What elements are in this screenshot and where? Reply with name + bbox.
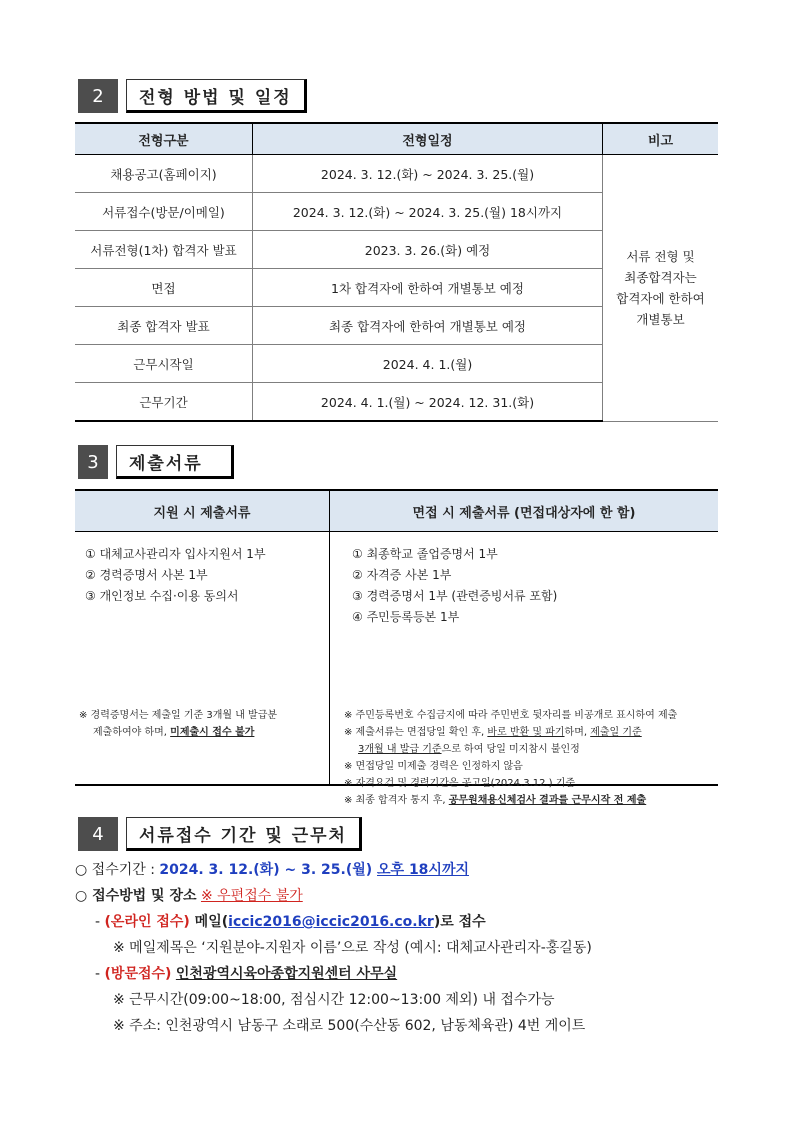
list-item: ② 경력증명서 사본 1부	[85, 568, 208, 582]
section-number: 3	[78, 445, 108, 479]
note-text: ※ 제출서류는 면접당일 확인 후,	[344, 727, 488, 738]
visit-label: (방문접수)	[104, 966, 172, 982]
list-item: ④ 주민등록등본 1부	[352, 610, 460, 624]
visit-place: 인천광역시육아종합지원센터 사무실	[175, 966, 398, 982]
note-text: 으로 하여 당일 미지참시 불인정	[441, 744, 580, 755]
visit-hours: ※ 근무시간(09:00~18:00, 점심시간 12:00~13:00 제외) 내 접수가능	[113, 992, 555, 1008]
list-item: ③ 경력증명서 1부 (관련증빙서류 포함)	[352, 589, 558, 603]
schedule-table	[75, 122, 718, 422]
visit-address: ※ 주소: 인천광역시 남동구 소래로 500(수산동 602, 남동체육관) 4번 게이트	[113, 1018, 586, 1034]
date-cell: 2024. 4. 1.(월)	[253, 345, 603, 383]
note-text: 하며,	[564, 727, 591, 738]
visit-line: - (방문접수) 인천광역시육아종합지원센터 사무실	[95, 966, 398, 982]
email-link[interactable]: iccic2016@iccic2016.co.kr	[228, 914, 434, 930]
note-line	[344, 724, 724, 741]
method-line	[75, 883, 725, 909]
note-line: ※ 경력증명서는 제출일 기준 3개월 내 발급분	[79, 710, 278, 721]
application-notes	[75, 707, 329, 741]
online-label: (온라인 접수)	[104, 914, 190, 930]
remark-line: 합격자에 한하여	[616, 290, 705, 306]
note-line	[344, 741, 724, 758]
note-emphasis: 3개월 내 발급 기준	[358, 744, 442, 755]
date-cell: 2023. 3. 26.(화) 예정	[253, 231, 603, 269]
note-line: ※ 면접당일 미제출 경력은 인정하지 않음	[344, 761, 523, 772]
stage-cell: 채용공고(홈페이지)	[75, 155, 253, 193]
section-3-header	[78, 445, 234, 479]
list-item: ③ 개인정보 수집·이용 동의서	[85, 589, 239, 603]
note-text: 제출하여야 하며,	[93, 727, 171, 738]
date-cell: 2024. 3. 12.(화) ~ 2024. 3. 25.(월) 18시까지	[253, 193, 603, 231]
note-text: ※ 최종 합격자 통지 후,	[344, 795, 449, 806]
interview-notes	[340, 707, 724, 809]
table-row	[75, 532, 718, 786]
period-label: ○ 접수기간 :	[75, 862, 160, 878]
stage-cell: 근무기간	[75, 383, 253, 422]
remark-line: 개별통보	[636, 311, 685, 327]
note-emphasis: 바로 반환 및 파기	[487, 727, 565, 738]
remark-line: 서류 전형 및	[626, 248, 695, 264]
application-info	[75, 857, 725, 1039]
stage-cell: 근무시작일	[75, 345, 253, 383]
stage-cell: 서류접수(방문/이메일)	[75, 193, 253, 231]
online-line: - (온라인 접수) 메일(iccic2016@iccic2016.co.kr)로 접수	[95, 914, 486, 930]
note-line	[344, 792, 724, 809]
table-row	[75, 155, 718, 193]
online-text: 메일(	[189, 914, 229, 930]
method-warning: ※ 우편접수 불가	[200, 888, 303, 904]
note-emphasis: 제출일 기준	[590, 727, 642, 738]
note-emphasis: 미제출시 접수 불가	[170, 727, 255, 738]
remark-line: 최종합격자는	[624, 269, 697, 285]
table-header-row	[75, 123, 718, 155]
section-title: 전형 방법 및 일정	[126, 79, 307, 113]
period-value: 2024. 3. 12.(화) ~ 3. 25.(월)	[159, 862, 378, 878]
period-time: 오후 18시까지	[377, 862, 469, 878]
section-number: 2	[78, 79, 118, 113]
section-title: 서류접수 기간 및 근무처	[126, 817, 362, 851]
column-header: 전형일정	[253, 123, 603, 155]
application-doc-list	[75, 532, 329, 607]
section-2-header	[78, 79, 307, 113]
remark-cell	[603, 155, 719, 422]
table-header-row	[75, 490, 718, 532]
list-item: ② 자격증 사본 1부	[352, 568, 452, 582]
section-number: 4	[78, 817, 118, 851]
interview-doc-list	[330, 532, 718, 628]
note-line	[79, 724, 329, 741]
column-header: 비고	[603, 123, 719, 155]
date-cell: 2024. 3. 12.(화) ~ 2024. 3. 25.(월)	[253, 155, 603, 193]
date-cell: 2024. 4. 1.(월) ~ 2024. 12. 31.(화)	[253, 383, 603, 422]
note-emphasis: 공무원채용신체검사 결과를 근무시작 전 제출	[448, 795, 647, 806]
period-line	[75, 857, 725, 883]
date-cell: 1차 합격자에 한하여 개별통보 예정	[253, 269, 603, 307]
date-cell: 최종 합격자에 한하여 개별통보 예정	[253, 307, 603, 345]
stage-cell: 서류전형(1차) 합격자 발표	[75, 231, 253, 269]
interview-docs-cell	[330, 532, 719, 806]
section-title: 제출서류	[116, 445, 234, 479]
method-label: ○ 접수방법 및 장소	[75, 888, 197, 904]
note-line: ※ 주민등록번호 수집금지에 따라 주민번호 뒷자리를 비공개로 표시하여 제출	[344, 710, 678, 721]
documents-table	[75, 489, 718, 806]
online-text: )로 접수	[433, 914, 486, 930]
list-item: ① 최종학교 졸업증명서 1부	[352, 547, 498, 561]
note-line: ※ 자격요건 및 경력기간은 공고일(2024.3.12.) 기준	[344, 778, 576, 789]
stage-cell: 최종 합격자 발표	[75, 307, 253, 345]
list-item: ① 대체교사관리자 입사지원서 1부	[85, 547, 266, 561]
section-4-header	[78, 817, 362, 851]
column-header: 지원 시 제출서류	[75, 490, 330, 532]
column-header: 전형구분	[75, 123, 253, 155]
column-header: 면접 시 제출서류 (면접대상자에 한 함)	[330, 490, 719, 532]
application-docs-cell	[75, 532, 330, 786]
online-note: ※ 메일제목은 ‘지원분야-지원자 이름’으로 작성 (예시: 대체교사관리자-홍길동)	[113, 940, 592, 956]
stage-cell: 면접	[75, 269, 253, 307]
